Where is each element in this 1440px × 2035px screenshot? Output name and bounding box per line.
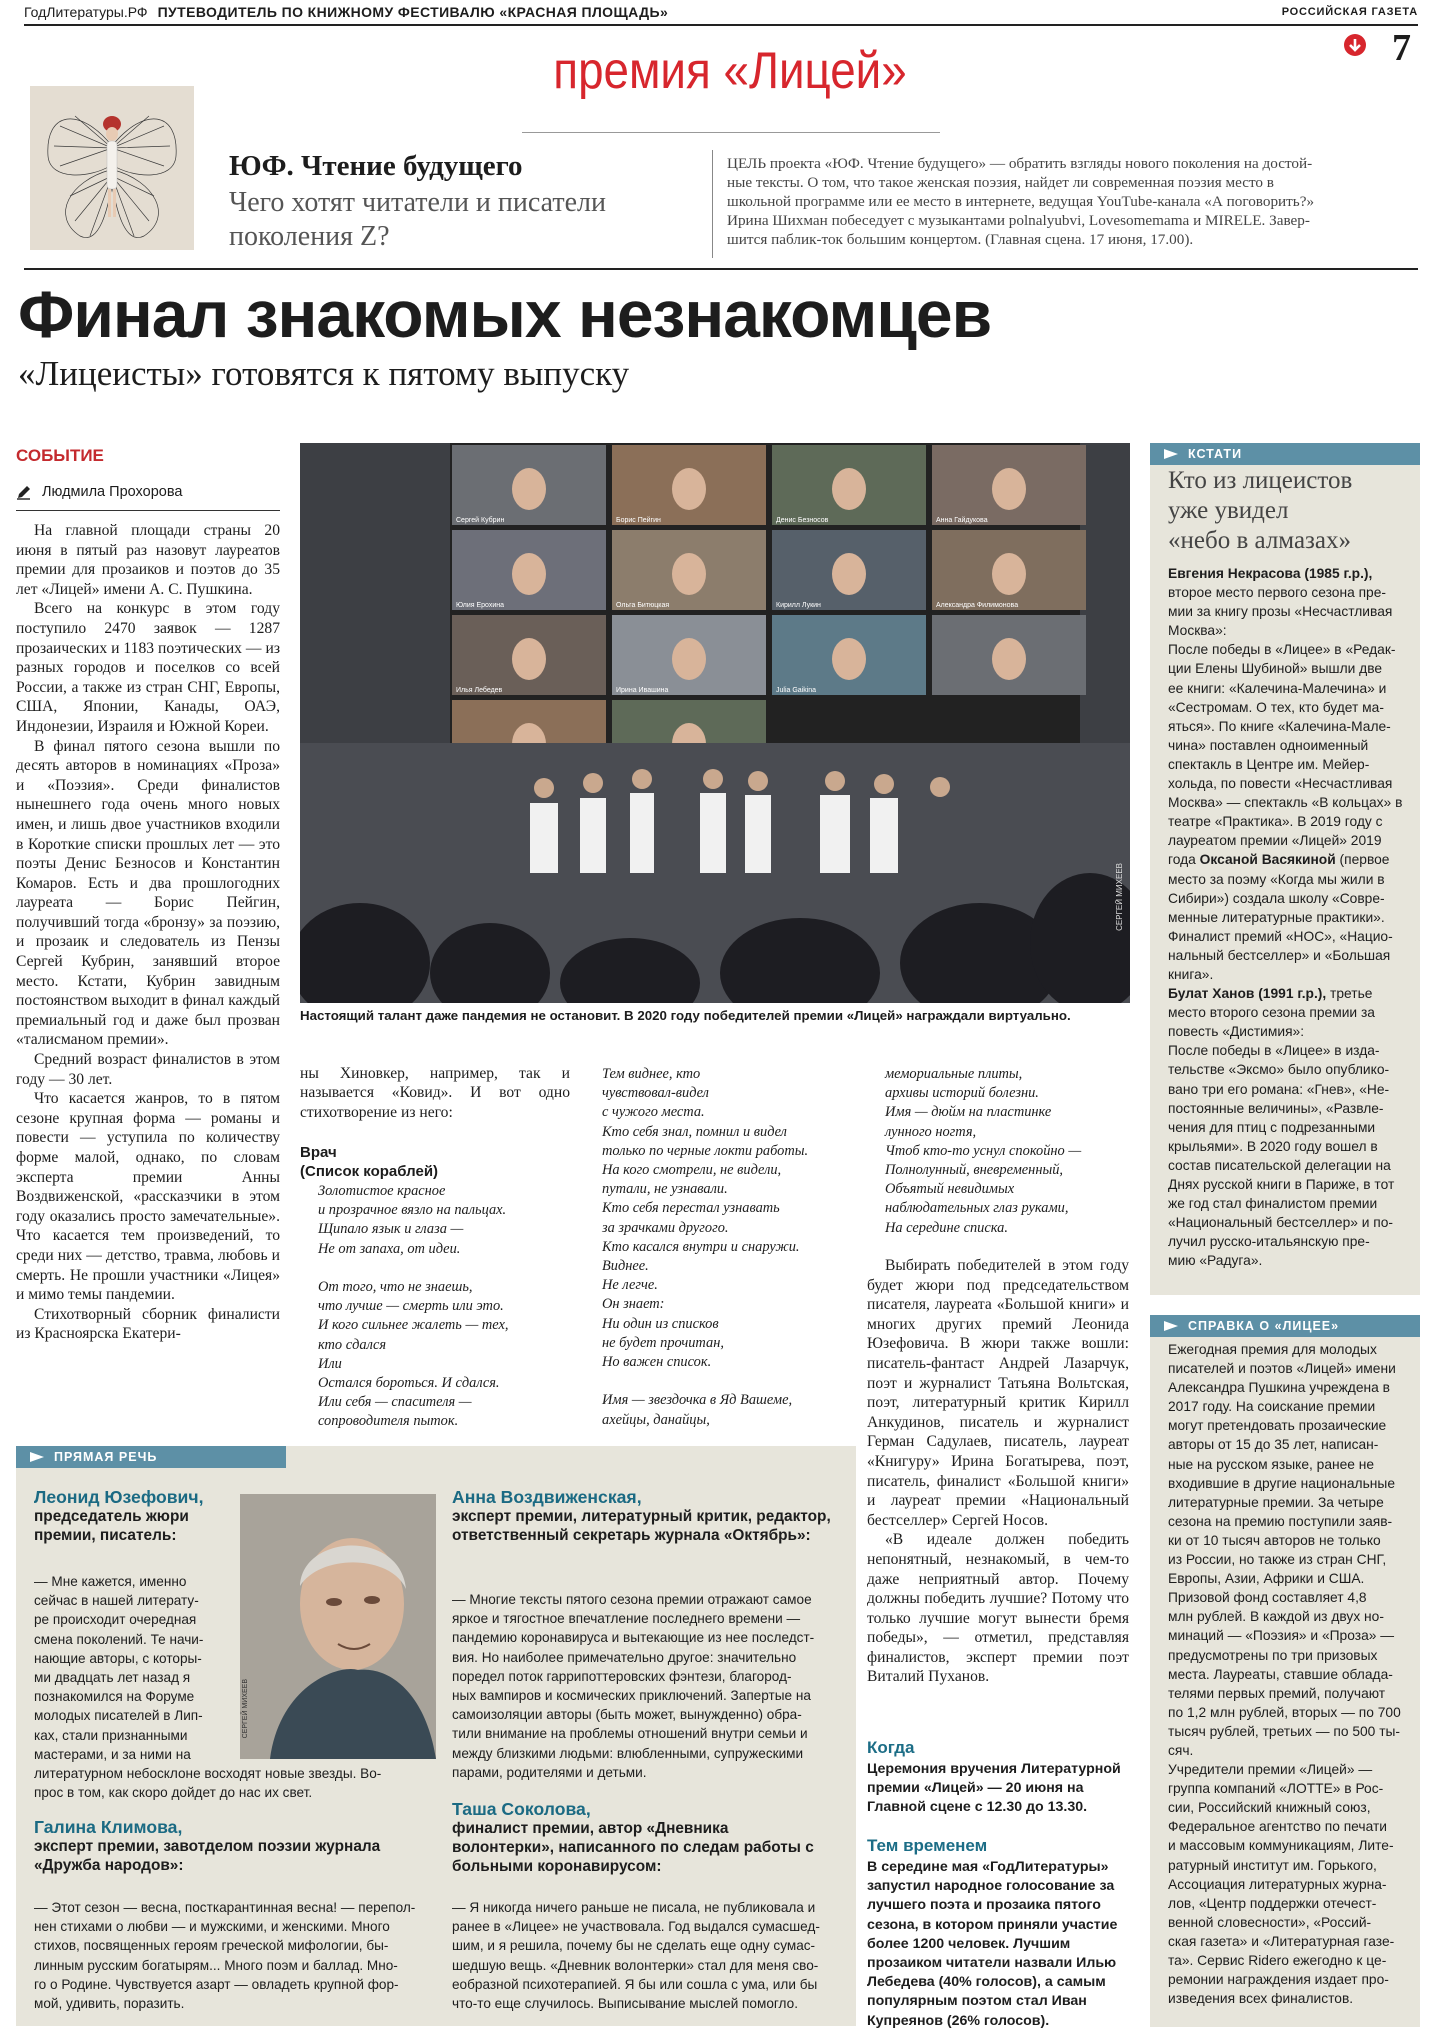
tile-name: Денис Безносов bbox=[776, 517, 829, 524]
poem-title: Врач bbox=[300, 1144, 337, 1161]
quote-line: пандемию коронавируса и вытекающие из нее последст- bbox=[452, 1630, 815, 1646]
promo-line: ЦЕЛЬ проекта «ЮФ. Чтение будущего» — обратить взгляды нового поколения на достой- bbox=[727, 155, 1313, 172]
article-col4 bbox=[867, 1256, 1129, 1687]
poem-line: и прозрачное вязло на пальцах. bbox=[318, 1202, 507, 1219]
quote-line: прос в том, как скоро дойдет до нас их свет. bbox=[34, 1785, 313, 1801]
speaker-role: председатель жюри премии, писатель: bbox=[34, 1508, 189, 1544]
kstati-line: хольда, по повести «Несчастливая bbox=[1168, 776, 1393, 792]
quote-line: шедшую вещь. «Дневник волонтерки» стал для меня сво- bbox=[452, 1957, 819, 1973]
paragraph: В финал пятого сезона вышли по десять авторов в номинациях «Проза» и «Поэзия». Среди финалистов нынешнего года очень много новых имен, и лишь двое участников входили в Короткие списки прошлых лет — это поэты Денис Безносов и Константин Комаров. Есть и два прошлогодних лауреата — Борис Пейгин, получивший тогда «бронзу» за поэзию, и прозаик и следователь из Пензы Сергей Кубрин, занявший второе место. Кстати, Кубрин завидным постоянством выходит в финал каждый премиальный год и даже был прозван «талисманом премии». bbox=[16, 737, 280, 1049]
poem-line: лунного ногтя, bbox=[885, 1123, 977, 1140]
kstati-title bbox=[1168, 466, 1418, 556]
author-rule bbox=[16, 510, 280, 511]
kstati-line: Финалист премий «НОС», «Нацио- bbox=[1168, 928, 1393, 944]
poem-line: Не от запаха, от идеи. bbox=[318, 1240, 461, 1257]
meanwhile-text: В середине мая «ГодЛитературы» запустил народное голосование за лучшего поэта и прозаика пятого сезона, в котором приняли участие более 1200 человек. Лучшим прозаиком читатели назвали Илью Лебедева (40% голосов), а самым популярным поэтом стал Иван Купреянов (26% голосов). bbox=[867, 1859, 1118, 2029]
poem-part-1 bbox=[318, 1182, 580, 1432]
kicker: СОБЫТИЕ bbox=[16, 446, 104, 465]
spravka-line: ратурный институт им. Горького, bbox=[1168, 1857, 1377, 1873]
spravka-line: минаций — «Поэзия» и «Проза» — bbox=[1168, 1628, 1395, 1644]
kstati-line: менные литературные практики». bbox=[1168, 909, 1385, 925]
poem-line: Кто касался внутри и снаружи. bbox=[602, 1238, 800, 1255]
tile-name: Кирилл Лукин bbox=[776, 602, 821, 609]
quote-line: стихов, посвященных героям греческой мифологии, бы- bbox=[34, 1938, 389, 1954]
speaker-name: Таша Соколова, bbox=[452, 1799, 591, 1819]
arrow-down-icon bbox=[1344, 34, 1366, 56]
kstati-line: лучил русско-итальянскую пре- bbox=[1168, 1234, 1370, 1250]
promo-line: школьной программе или ее место в интернете, ведущая YouTube-канала «А поговорить?» bbox=[727, 193, 1315, 210]
quote-line: линным русским богатырям... Много поэм и баллад. Мно- bbox=[34, 1957, 398, 1973]
headline: Финал знакомых незнакомцев bbox=[18, 277, 992, 351]
kstati-line: яться». По книге «Калечина-Мале- bbox=[1168, 718, 1391, 734]
quote-line: нен стихами о любви — и мужскими, и женскими. Много bbox=[34, 1919, 390, 1935]
kstati-line: ции Елены Шубиной» вышли две bbox=[1168, 661, 1383, 677]
quote-line: мастерами, и за ними на bbox=[34, 1746, 191, 1762]
section-rule bbox=[24, 268, 1418, 270]
spravka-line: по 1,2 млн рублей, вторых — по 700 bbox=[1168, 1704, 1401, 1720]
spravka-line: ки от 10 тысяч авторов не только bbox=[1168, 1532, 1381, 1548]
spravka-line: Федеральное агентство по печати bbox=[1168, 1819, 1387, 1835]
poem-line: Не легче. bbox=[602, 1277, 658, 1294]
kstati-line: Москва» — спектакль «В кольцах» в bbox=[1168, 795, 1403, 811]
tile-name: Анна Гайдукова bbox=[936, 517, 988, 524]
promo-line: шится паблик-ток большим концертом. (Главная сцена. 17 июня, 17.00). bbox=[727, 231, 1194, 248]
kstati-line: Сибири») создала школу «Совре- bbox=[1168, 890, 1385, 906]
poem-line: Полнолунный, вневременный, bbox=[885, 1162, 1063, 1179]
tile-name: Ольга Битюцкая bbox=[616, 602, 670, 609]
promo-illustration bbox=[30, 86, 194, 250]
kstati-line: После победы в «Лицее» в «Редак- bbox=[1168, 642, 1396, 658]
photo-credit: СЕРГЕЙ МИХЕЕВ bbox=[1115, 863, 1124, 931]
kstati-line: «Национальный бестселлер» и по- bbox=[1168, 1215, 1394, 1231]
speaker-4-quote bbox=[452, 1898, 847, 2013]
poem-line: архивы историй болезни. bbox=[885, 1085, 1039, 1102]
kstati-line: После победы в «Лицее» в изда- bbox=[1168, 1043, 1380, 1059]
spravka-line: Европы, Азии, Африки и США. bbox=[1168, 1571, 1365, 1587]
poem-line bbox=[602, 1372, 872, 1391]
poem-line: Щипало язык и глаза — bbox=[318, 1221, 464, 1238]
paragraph: Что касается жанров, то в пятом сезоне крупная форма — романы и повести — уступила по количеству форме малой, однако, по словам эксперта премии Анны Воздвиженской, «рассказчики в этом году оказались просто замечательные». Что касается тем произведений, то среди них — детство, травма, любовь и смерть. Не прошли участники «Лицея» и мимо темы пандемии. bbox=[16, 1090, 280, 1304]
kstati-line: постоянные величины», «Развле- bbox=[1168, 1100, 1384, 1116]
quote-line: — Я никогда ничего раньше не писала, не публиковала и bbox=[452, 1900, 816, 1915]
spravka-line: могут претендовать прозаические bbox=[1168, 1418, 1387, 1434]
poem-line: Тем виднее, кто bbox=[602, 1066, 701, 1082]
quote-line: ре происходит очередная bbox=[34, 1612, 197, 1628]
speaker-role: финалист премии, автор «Дневника волонтерки», написанного по следам работы с больными коронавирусом: bbox=[452, 1820, 814, 1875]
kstati-line: чения для птиц с подрезанными bbox=[1168, 1119, 1376, 1135]
participant-face bbox=[512, 553, 546, 595]
spravka-line: авторы от 15 до 35 лет, написан- bbox=[1168, 1437, 1379, 1453]
poem-line: что лучше — смерть или это. bbox=[318, 1298, 504, 1315]
speaker-3-quote bbox=[452, 1590, 847, 1782]
tile-name: Илья Лебедев bbox=[456, 687, 503, 694]
poem-line: И кого сильнее жалеть — тех, bbox=[318, 1317, 509, 1334]
kstati-line: театре «Практика». В 2019 году с bbox=[1168, 814, 1383, 830]
kstati-line: спектакль в Центре им. Мейер- bbox=[1168, 756, 1370, 772]
quote-line: — Многие тексты пятого сезона премии отражают самое bbox=[452, 1592, 812, 1607]
spravka-line: изведения всех финалистов. bbox=[1168, 1991, 1354, 2007]
tile-name: Julia Gaikina bbox=[776, 687, 817, 694]
participant-face bbox=[672, 638, 706, 680]
poem-line: ахейцы, данайцы, bbox=[602, 1411, 710, 1428]
poem-line: Или bbox=[318, 1355, 342, 1372]
spravka-line: входившие в другие национальные bbox=[1168, 1475, 1396, 1491]
promo-title: ЮФ. Чтение будущего bbox=[229, 150, 523, 182]
spravka-line: предусмотрены по три призовых bbox=[1168, 1647, 1378, 1663]
poem-line: не будет прочитан, bbox=[602, 1334, 724, 1351]
kstati-line: Москва»: bbox=[1168, 623, 1227, 639]
participant-face bbox=[512, 638, 546, 680]
poem-line: Кто себя перестал узнавать bbox=[602, 1200, 780, 1217]
quote-line: самоизоляции авторы (быть может, вынужденно) обра- bbox=[452, 1707, 802, 1723]
poem-line: сопроводителя пыток. bbox=[318, 1413, 459, 1430]
kstati-line: Евгения Некрасова (1985 г.р.), bbox=[1168, 566, 1373, 581]
spravka-line: из России, но также из стран СНГ, bbox=[1168, 1552, 1387, 1568]
speaker-name: Анна Воздвиженская, bbox=[452, 1487, 642, 1507]
participant-face bbox=[672, 553, 706, 595]
quote-line: познакомился на Форуме bbox=[34, 1689, 195, 1705]
spravka-line: места. Лауреаты, ставшие облада- bbox=[1168, 1666, 1393, 1682]
quote-line: шим, и я решила, почему бы не сделать еще одну сумас- bbox=[452, 1938, 816, 1954]
poem-line: Чтоб кто-то уснул спокойно — bbox=[885, 1142, 1082, 1159]
participant-face bbox=[992, 468, 1026, 510]
poem-line: Виднее. bbox=[602, 1258, 649, 1275]
when-text: Церемония вручения Литературной премии «Лицей» — 20 июня на Главной сцене с 12.30 до 13.30. bbox=[867, 1761, 1121, 1816]
tile-name: Сергей Кубрин bbox=[456, 517, 505, 524]
spravka-line: Александра Пушкина учреждена в bbox=[1168, 1380, 1390, 1396]
quote-line: сейчас в нашей литерату- bbox=[34, 1593, 199, 1609]
quote-line: го о Родине. Чувствуется азарт — овладеть крупной фор- bbox=[34, 1976, 399, 1992]
promo-subtitle-2: поколения Z? bbox=[229, 221, 390, 252]
kstati-line: место второго сезона премии за bbox=[1168, 1005, 1375, 1021]
poem-line: Ни один из списков bbox=[602, 1315, 719, 1332]
kstati-title-line: Кто из лицеистов bbox=[1168, 467, 1353, 494]
paragraph: Выбирать победителей в этом году будет жюри под председательством писателя, лауреата «Большой книги» и многих других премий Леонида Юзефовича. В жюри также вошли: писатель-фантаст Андрей Лазарчук, поэт и журналист Татьяна Вольтская, поэт, литературный критик Кирилл Анкудинов, писатель и журналист Герман Садулаев, писатель, лауреат «Книгуру» Ирина Богатырева, поэт, писатель, финалист «Большой книги» и лауреат премии «Национальный бестселлер» Сергей Носов. bbox=[867, 1257, 1129, 1529]
quote-line: что-то еще случилось. Выписывание мыслей помогло. bbox=[452, 1996, 798, 2012]
section-title: ПУТЕВОДИТЕЛЬ ПО КНИЖНОМУ ФЕСТИВАЛЮ «КРАСНАЯ ПЛОЩАДЬ» bbox=[157, 4, 669, 20]
kstati-title-line: уже увидел bbox=[1168, 497, 1289, 524]
promo-line: Ирина Шихман побеседует с музыкантами polnalyubvi, Lovesomemama и MIRELE. Завер- bbox=[727, 212, 1310, 229]
quote-line: ках, стали признанными bbox=[34, 1727, 188, 1743]
quote-line: — Мне кажется, именно bbox=[34, 1574, 187, 1589]
spravka-line: Ассоциация литературных журна- bbox=[1168, 1876, 1387, 1892]
photo-caption: Настоящий талант даже пандемия не остановит. В 2020 году победителей премии «Лицей» награждали виртуально. bbox=[300, 1008, 1071, 1023]
spravka-line: литературные премии. За четыре bbox=[1168, 1494, 1384, 1510]
speaker-1-quote-wide bbox=[34, 1764, 444, 1802]
poem-line: Объятый невидимых bbox=[885, 1181, 1015, 1198]
when-heading: Когда bbox=[867, 1738, 915, 1757]
participant-face bbox=[992, 638, 1026, 680]
poem-part-2 bbox=[602, 1065, 872, 1430]
kstati-line: состав писательской делегации на bbox=[1168, 1157, 1391, 1173]
poem-line: На кого смотрели, не видели, bbox=[602, 1162, 782, 1179]
spravka-line: Ежегодная премия для молодых bbox=[1168, 1342, 1377, 1357]
speaker-name: Галина Климова, bbox=[34, 1817, 183, 1837]
poem-line: путали, не узнавали. bbox=[602, 1181, 728, 1198]
tile-name: Юлия Ерохина bbox=[456, 602, 505, 609]
brand: ГодЛитературы.РФ bbox=[24, 4, 148, 20]
quote-line: — Этот сезон — весна, посткарантинная весна! — перепол- bbox=[34, 1900, 416, 1915]
spravka-line: венной словесности», «Россий- bbox=[1168, 1914, 1372, 1930]
kstati-line: мии за книгу прозы «Несчастливая bbox=[1168, 604, 1393, 620]
poem-subtitle: (Список кораблей) bbox=[300, 1163, 439, 1180]
tag-label: ПРЯМАЯ РЕЧЬ bbox=[54, 1450, 158, 1464]
poem-line: На середине списка. bbox=[885, 1219, 1008, 1236]
spravka-line: ные на русском языке, ранее не bbox=[1168, 1456, 1375, 1472]
participant-face bbox=[512, 468, 546, 510]
spravka-line: та». Сервис Ridero ежегодно к це- bbox=[1168, 1953, 1387, 1968]
poem-part-3 bbox=[885, 1065, 1135, 1238]
spravka-line: Учредители премии «Лицей» — bbox=[1168, 1762, 1373, 1778]
kstati-line: второе место первого сезона пре- bbox=[1168, 585, 1386, 601]
spravka-tag bbox=[1150, 1315, 1420, 1337]
rubric-underline bbox=[522, 132, 940, 133]
poem-line: Он знает: bbox=[602, 1296, 665, 1313]
spravka-line: сезона на премию поступили заяв- bbox=[1168, 1513, 1393, 1529]
paragraph: Всего на конкурс в этом году поступило 2470 заявок — 1287 прозаических и 1183 поэтических — из разных городов и поселков со всей России, а также из стран СНГ, Европы, США, Японии, Канады, ОАЭ, Индонезии, Израиля и Южной Кореи. bbox=[16, 600, 280, 735]
rubric-title: премия «Лицей» bbox=[553, 42, 907, 100]
article-col2-intro: ны Хиновкер, например, так и называется «Ковид». И вот одно стихотворение из него: bbox=[300, 1065, 570, 1121]
speaker-3 bbox=[452, 1488, 852, 1545]
poem-line: за зрачками другого. bbox=[602, 1219, 729, 1236]
portrait-photo bbox=[240, 1494, 436, 1759]
page-number: 7 bbox=[1392, 27, 1411, 69]
tag-label: СПРАВКА О «ЛИЦЕЕ» bbox=[1188, 1319, 1340, 1333]
quote-line: парами, родителями и детьми. bbox=[452, 1764, 647, 1780]
poem-line: с чужого места. bbox=[602, 1104, 705, 1121]
author: Людмила Прохорова bbox=[42, 484, 183, 500]
spravka-line: лов, «Центр поддержки отечест- bbox=[1168, 1895, 1377, 1911]
meanwhile-heading: Тем временем bbox=[867, 1836, 988, 1855]
spravka-line: ская газета» и «Литературная газе- bbox=[1168, 1933, 1395, 1949]
paragraph: На главной площади страны 20 июня в пятый раз назовут лауреатов премии для прозаиков и поэтов до 35 лет «Лицей» имени А. С. Пушкина. bbox=[16, 522, 280, 598]
kstati-bold-name: Оксаной Васякиной bbox=[1199, 852, 1336, 868]
kstati-line: чина» поставлен одноименный bbox=[1168, 737, 1369, 753]
poem-line: Имя — дюйм на пластинке bbox=[885, 1104, 1052, 1121]
quote-line: литературном небосклоне восходят новые звезды. Во- bbox=[34, 1766, 382, 1781]
poem-line: Золотистое красное bbox=[318, 1183, 446, 1199]
poem-line: наблюдательных глаз руками, bbox=[885, 1200, 1069, 1217]
tile-name: Александра Филимонова bbox=[936, 602, 1019, 609]
participant-face bbox=[672, 468, 706, 510]
newspaper-name: РОССИЙСКАЯ ГАЗЕТА bbox=[1281, 6, 1418, 18]
spravka-line: Призовой фонд составляет 4,8 bbox=[1168, 1590, 1367, 1606]
paragraph: «В идеале должен победить непонятный, незнакомый, в чем-то даже неприятный автор. Почему должны победить лучшие? Потому что только лучшие могут вынести бремя победы», — отметил, представляя финалистов, эксперт премии поэт Виталий Пуханов. bbox=[867, 1531, 1129, 1686]
spravka-line: группа компаний «ЛОТТЕ» в Рос- bbox=[1168, 1781, 1384, 1797]
quote-line: ми двадцать лет назад я bbox=[34, 1670, 191, 1686]
kstati-line: тельстве «Эксмо» было опублико- bbox=[1168, 1062, 1390, 1078]
quote-line: яркое и тягостное впечатление последнего времени — bbox=[452, 1611, 801, 1627]
kstati-line: «Сестромам. О тех, кто будет ма- bbox=[1168, 699, 1384, 715]
spravka-line: сяч. bbox=[1168, 1742, 1194, 1758]
spravka-line: млн рублей. В каждой из двух но- bbox=[1168, 1609, 1384, 1625]
quote-line: молодых писателей в Лип- bbox=[34, 1708, 203, 1724]
subheadline: «Лицеисты» готовятся к пятому выпуску bbox=[18, 354, 630, 393]
kstati-line: нальный бестселлер» и «Большая bbox=[1168, 947, 1391, 963]
speaker-2-quote bbox=[34, 1898, 446, 2013]
speaker-role: эксперт премии, завотделом поэзии журнала «Дружба народов»: bbox=[34, 1838, 381, 1874]
spravka-body bbox=[1168, 1340, 1418, 2008]
spravka-line: тысяч рублей, третьих — по 500 ты- bbox=[1168, 1723, 1401, 1739]
portrait-credit: СЕРГЕЙ МИХЕЕВ bbox=[242, 1679, 249, 1739]
kstati-bold-name: Булат Ханов (1991 г.р.), bbox=[1168, 986, 1327, 1002]
quote-line: тили внимание на проблемы отношений внутри семьи и bbox=[452, 1726, 808, 1742]
poem-line: Или себя — спасителя — bbox=[318, 1394, 472, 1411]
kstati-title-line: «небо в алмазах» bbox=[1168, 527, 1352, 554]
quote-line: смена поколений. Те начи- bbox=[34, 1631, 204, 1647]
kstati-line: ее книги: «Калечина-Малечина» и bbox=[1168, 680, 1387, 696]
speaker-1-quote-narrow bbox=[34, 1572, 234, 1764]
poem-line: кто сдался bbox=[318, 1336, 387, 1353]
kstati-line: место за поэму «Когда мы жили в bbox=[1168, 871, 1385, 887]
spravka-line: писателей и поэтов «Лицей» имени bbox=[1168, 1361, 1396, 1377]
spravka-line: телями первых премий, получают bbox=[1168, 1685, 1386, 1701]
promo-subtitle-1: Чего хотят читатели и писатели bbox=[229, 187, 606, 218]
spravka-line: сии, Российский книжный союз, bbox=[1168, 1800, 1371, 1816]
tile-name: Борис Пейгин bbox=[616, 517, 661, 524]
poem-line bbox=[318, 1259, 580, 1278]
quote-line: ных вампиров и космических приключений. Запертые на bbox=[452, 1688, 811, 1704]
poem-line: Остался бороться. И сдался. bbox=[318, 1375, 500, 1392]
quote-line: поредел поток гаррипоттеровских фэнтези, благород- bbox=[452, 1668, 792, 1684]
paragraph: Средний возраст финалистов в этом году — 30 лет. bbox=[16, 1051, 280, 1088]
participant-face bbox=[832, 638, 866, 680]
quote-line: еобразной психотерапией. Я бы или сошла с ума, или бы bbox=[452, 1976, 818, 1992]
speaker-name: Леонид Юзефович, bbox=[34, 1487, 204, 1507]
kstati-body bbox=[1168, 564, 1416, 1270]
promo-divider bbox=[712, 150, 713, 258]
quote-line: мой, удивить, поразить. bbox=[34, 1996, 185, 2012]
participant-face bbox=[992, 553, 1026, 595]
direct-speech-tag bbox=[16, 1446, 286, 1468]
tag-label: КСТАТИ bbox=[1188, 447, 1243, 461]
paragraph: Стихотворный сборник финалисти из Красноярска Екатери- bbox=[16, 1305, 280, 1343]
kstati-line: Днях русской книги в Париже, в тот bbox=[1168, 1177, 1395, 1192]
poem-line: Но важен список. bbox=[602, 1354, 712, 1371]
kstati-line: же год стал финалистом премии bbox=[1168, 1196, 1378, 1212]
kstati-line: лауреатом премии «Лицей» 2019 bbox=[1168, 833, 1382, 849]
poem-line: От того, что не знаешь, bbox=[318, 1279, 473, 1296]
kstati-tag bbox=[1150, 443, 1420, 465]
kstati-line: повесть «Дистимия»: bbox=[1168, 1024, 1305, 1040]
poem-line: Кто себя знал, помнил и видел bbox=[602, 1123, 787, 1140]
poem-line: Имя — звездочка в Яд Вашеме, bbox=[602, 1392, 793, 1409]
speaker-4 bbox=[452, 1800, 852, 1876]
speaker-2 bbox=[34, 1818, 454, 1875]
kstati-line: книга». bbox=[1168, 966, 1214, 982]
quote-line: ранее в «Лицее» не участвовала. Год выдался сумасшед- bbox=[452, 1919, 820, 1935]
promo-description bbox=[727, 154, 1417, 249]
quote-line: между близкими людьми: влюбленными, супружескими bbox=[452, 1745, 804, 1761]
page-header bbox=[24, 0, 1418, 26]
spravka-line: и массовым коммуникациям, Лите- bbox=[1168, 1838, 1394, 1854]
kstati-line: мию «Радуга». bbox=[1168, 1253, 1263, 1269]
quote-line: вия. Но наиболее примечательно другое: значительно bbox=[452, 1649, 797, 1665]
spravka-line: 2017 году. На соискание премии bbox=[1168, 1399, 1376, 1415]
participant-face bbox=[832, 468, 866, 510]
tile-name: Ирина Ивашина bbox=[616, 687, 669, 694]
poem-line: чувствовал-видел bbox=[602, 1085, 709, 1102]
spravka-line: ремонии награждения издает про- bbox=[1168, 1972, 1389, 1988]
main-photo bbox=[300, 443, 1130, 1003]
participant-face bbox=[832, 553, 866, 595]
article-col1 bbox=[16, 521, 280, 1344]
promo-line: ные тексты. О том, что такое женская поэзия, найдет ли современная поэзия место в bbox=[727, 174, 1274, 191]
kstati-line: Булат Ханов (1991 г.р.), третье bbox=[1168, 986, 1373, 1002]
kstati-line: вано три его романа: «Гнев», «Не- bbox=[1168, 1081, 1390, 1097]
poem-line: мемориальные плиты, bbox=[885, 1066, 1023, 1082]
quote-line: нающие авторы, с которы- bbox=[34, 1650, 202, 1666]
speaker-role: эксперт премии, литературный критик, редактор, ответственный секретарь журнала «Октябрь»: bbox=[452, 1508, 831, 1544]
kstati-line: года Оксаной Васякиной (первое bbox=[1168, 852, 1390, 868]
kstati-line: крыльями». В 2020 году вошел в bbox=[1168, 1138, 1378, 1154]
pen-icon bbox=[16, 484, 32, 505]
poem-line: только по черные локти работы. bbox=[602, 1142, 809, 1159]
